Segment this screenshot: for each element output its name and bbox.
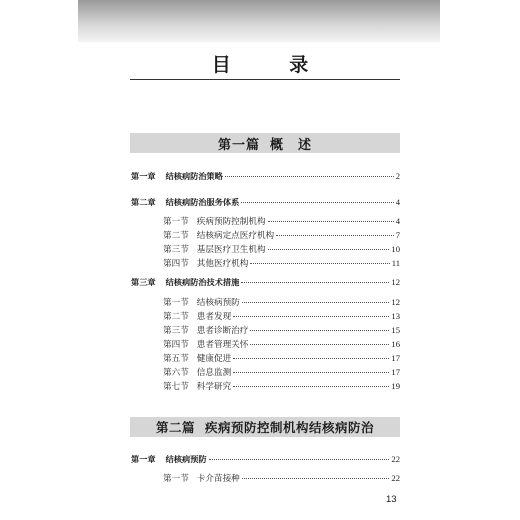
section-page: 17 — [391, 367, 400, 377]
toc-section[interactable] — [163, 339, 400, 351]
section-page: 17 — [391, 353, 400, 363]
leader-dots — [276, 235, 394, 236]
section-page: 22 — [391, 473, 400, 483]
section-title: 结核病预防 — [196, 298, 240, 308]
chapter-page: 4 — [395, 197, 400, 207]
chapter-page: 2 — [395, 171, 400, 181]
leader-dots — [225, 176, 394, 177]
section-label: 第一节 — [163, 298, 189, 308]
toc-chapter-3[interactable] — [131, 277, 400, 288]
part-number: 第一篇 — [217, 137, 260, 153]
section-title: 患者管理关怀 — [196, 340, 249, 350]
part-banner-1 — [130, 133, 400, 153]
part-number: 第二篇 — [155, 420, 195, 435]
leader-dots — [233, 358, 389, 359]
chapter-title: 结核病防治技术措施 — [165, 277, 240, 287]
leader-dots — [242, 302, 390, 303]
toc-section[interactable] — [163, 311, 400, 323]
section-label: 第二节 — [163, 231, 189, 241]
section-title: 科学研究 — [196, 382, 232, 392]
section-page: 13 — [391, 311, 400, 321]
section-title: 疾病预防控制机构 — [196, 217, 266, 227]
page-number: 13 — [386, 494, 397, 505]
section-label: 第一节 — [163, 474, 189, 484]
part-title: 疾病预防控制机构结核病防治 — [205, 420, 375, 435]
section-page: 11 — [391, 258, 400, 268]
part-banner-2 — [130, 417, 400, 437]
chapter-page: 22 — [391, 454, 400, 464]
title-rule — [130, 79, 400, 80]
section-title: 健康促进 — [196, 354, 232, 364]
chapter-label: 第二章 — [131, 197, 156, 207]
chapter-title: 结核病防治策略 — [165, 171, 223, 181]
chapter-label: 第一章 — [131, 454, 156, 464]
leader-dots — [233, 372, 389, 373]
toc-chapter-1[interactable] — [131, 171, 400, 182]
toc-section[interactable] — [163, 325, 400, 337]
toc-section[interactable] — [163, 297, 400, 309]
leader-dots — [250, 330, 389, 331]
section-title: 结核病定点医疗机构 — [196, 231, 275, 241]
section-label: 第二节 — [163, 312, 189, 322]
toc-chapter-2-1[interactable] — [131, 454, 400, 465]
leader-dots — [233, 316, 389, 317]
leader-dots — [250, 344, 389, 345]
section-page: 15 — [391, 325, 400, 335]
section-title: 信息监测 — [196, 368, 232, 378]
top-shading — [78, 0, 440, 42]
section-label: 第一节 — [163, 217, 189, 227]
leader-dots — [250, 263, 389, 264]
page-title: 目 录 — [211, 54, 335, 76]
toc-section[interactable] — [163, 244, 400, 256]
section-page: 16 — [391, 339, 400, 349]
chapter-title: 结核病预防 — [165, 454, 207, 464]
leader-dots — [209, 459, 390, 460]
chapter-title: 结核病防治服务体系 — [165, 197, 240, 207]
chapter-page: 12 — [391, 277, 400, 287]
leader-dots — [242, 478, 390, 479]
section-title: 卡介苗接种 — [196, 474, 240, 484]
section-page: 12 — [391, 297, 400, 307]
chapter-label: 第一章 — [131, 171, 156, 181]
toc-section[interactable] — [163, 216, 400, 228]
toc-section[interactable] — [163, 381, 400, 393]
section-label: 第七节 — [163, 382, 189, 392]
toc-section[interactable] — [163, 473, 400, 485]
section-label: 第四节 — [163, 259, 189, 269]
section-page: 19 — [391, 381, 400, 391]
section-label: 第五节 — [163, 354, 189, 364]
section-label: 第六节 — [163, 368, 189, 378]
toc-chapter-2[interactable] — [131, 197, 400, 208]
part-title: 概 述 — [270, 137, 313, 153]
section-label: 第三节 — [163, 245, 189, 255]
section-title: 基层医疗卫生机构 — [196, 245, 266, 255]
section-page: 7 — [395, 230, 400, 240]
section-page: 10 — [391, 244, 400, 254]
toc-section[interactable] — [163, 353, 400, 365]
chapter-label: 第三章 — [131, 277, 156, 287]
section-title: 其他医疗机构 — [196, 259, 249, 269]
section-page: 4 — [395, 216, 400, 226]
section-title: 患者诊断治疗 — [196, 326, 249, 336]
toc-section[interactable] — [163, 367, 400, 379]
section-label: 第三节 — [163, 326, 189, 336]
leader-dots — [241, 282, 389, 283]
toc-section[interactable] — [163, 230, 400, 242]
section-title: 患者发现 — [196, 312, 232, 322]
leader-dots — [268, 221, 394, 222]
leader-dots — [268, 249, 390, 250]
leader-dots — [233, 386, 389, 387]
section-label: 第四节 — [163, 340, 189, 350]
toc-section[interactable] — [163, 258, 400, 270]
leader-dots — [241, 202, 393, 203]
